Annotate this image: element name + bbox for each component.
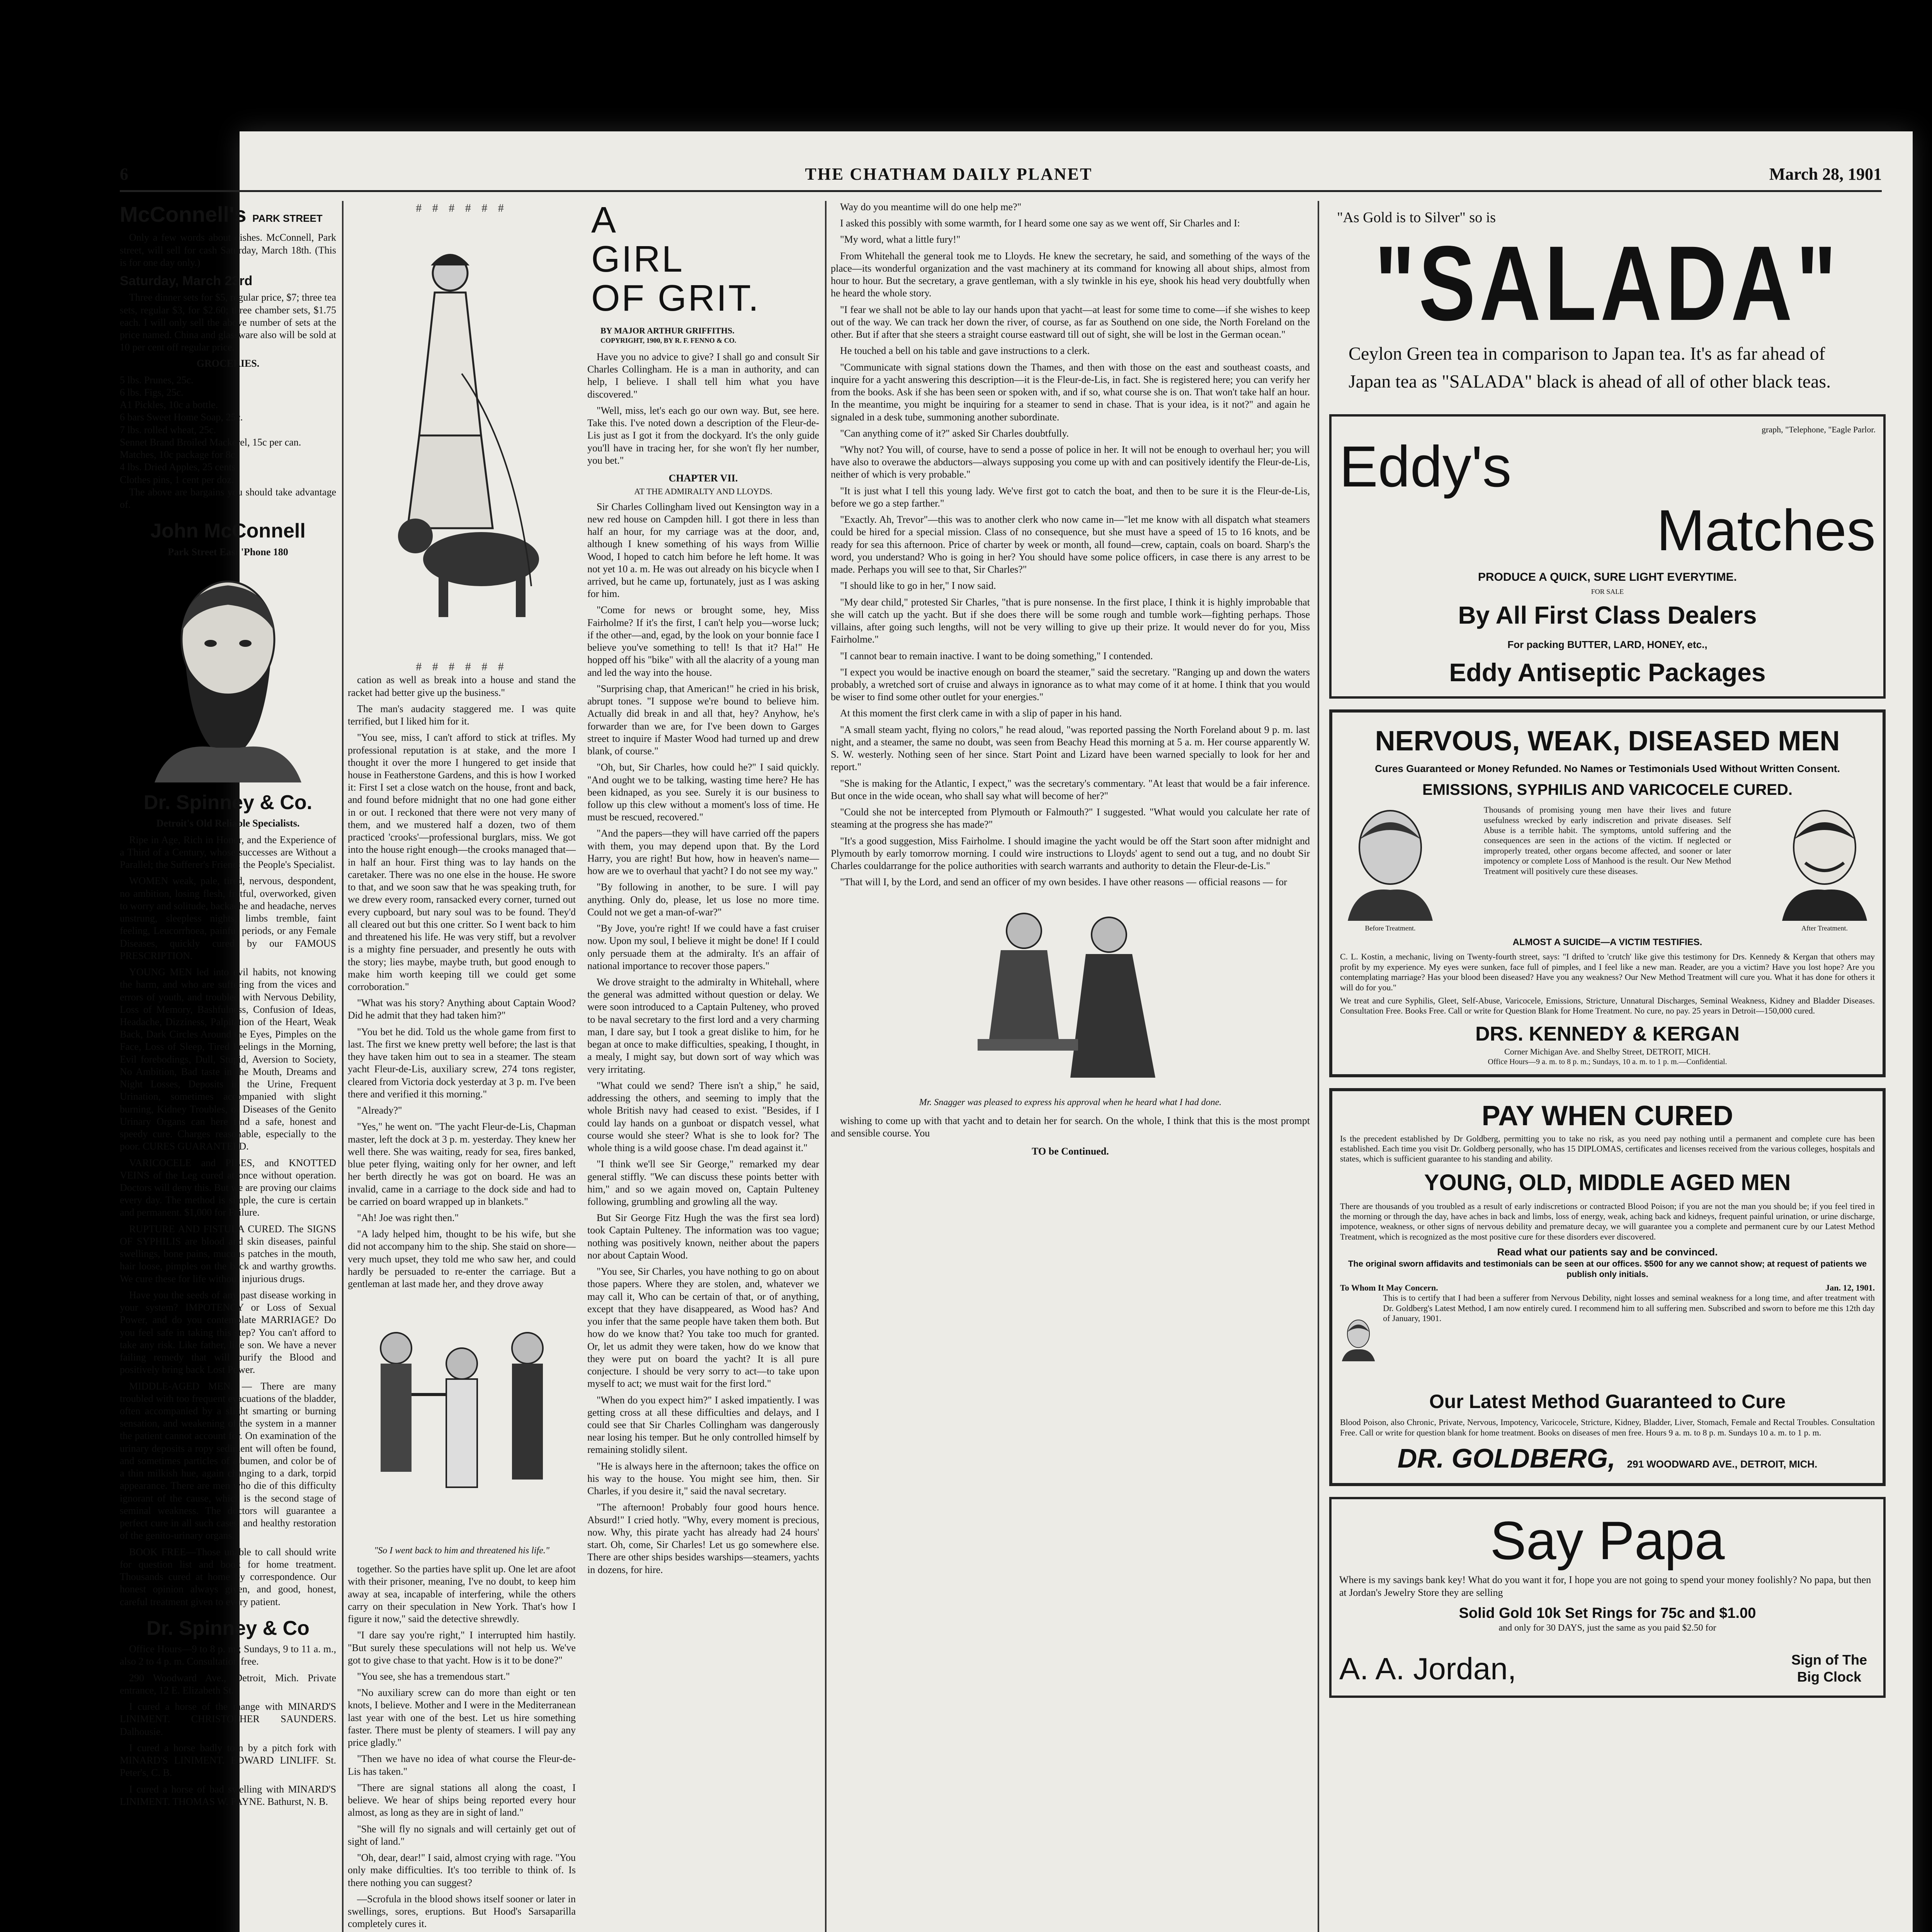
story-para: The man's audacity staggered me. I was quite terrified, but I liked him for it.: [348, 703, 576, 727]
story-para: "There are signal stations all along the coast, I believe. We hear of ships being reported every hour almost, as long as they are in sight of land.": [348, 1782, 576, 1818]
story-para: wishing to come up with that yacht and to detain her for search. On the whole, I think that this is the most prompt and sensible course. You: [831, 1115, 1310, 1139]
eddy-packing: For packing BUTTER, LARD, HONEY, etc.,: [1507, 639, 1708, 651]
eddy-dealers: By All First Class Dealers: [1458, 601, 1757, 629]
story-para: "My word, what a little fury!": [840, 234, 961, 245]
story-fragment: Way do you meantime will do one help me?": [840, 201, 1022, 213]
story-para: "What could we send? There isn't a ship," he said, addressing the others, and seeming to imply that the whole British navy had ceased to exist. "Besides, if I could lay hands on a gunboat or dispatch vessel, what course would she steer? What is she to look for? The whole thing is a wild goose chase. I'm dead against it.": [587, 1080, 819, 1154]
goldberg-ad: [1329, 1088, 1886, 1486]
suicide-heading: ALMOST A SUICIDE—A VICTIM TESTIFIES.: [1512, 937, 1702, 947]
story-para: "I think we'll see Sir George," remarked my dear general stiffly. "We can discuss these points better with him," and so we again moved on, Captain Pulteney following, grumbling and growling all the way.: [587, 1158, 819, 1207]
story-para: "I should like to go in her," I now said.: [840, 580, 996, 592]
affidavit-row: [1340, 1293, 1875, 1386]
hash-border: # # # # # #: [416, 660, 508, 673]
mcconnell-intro: Only a few words about dishes. McConnell, Park street, will sell for cash Saturday, March 18th. (This is for one day only.): [120, 232, 336, 268]
story-para: "Communicate with signal stations down the Thames, and then with those on the east and southeast coasts, and inquire for a yacht answering this description—it is the Fleur-de-Lis, in fact. She is registered here; you can verify her from the books. Ask if she has been seen or spoken with, and if so, what course she is on. That won't take half an hour. In the meantime, you might be inquiring for a steamer to send in chase. That is your idea, is it not?" and again he signaled in a desk tube, summoning another subordinate.: [831, 361, 1310, 423]
story-para: "A lady helped him, thought to be his wife, but she did not accompany him to the ship. She staid on shore—very much upset, they told me who saw her, and could hardly be persuaded to re-enter the carriage. But a gentleman at last made her, and they drove away: [348, 1228, 576, 1290]
pay-text2: There are thousands of you troubled as a result of early indiscretions or contracted Blood Poison; if you are not the man you should be; if you feel tired in the morning or through the day, have aches in back and limbs, loss of energy, weak, aching back and kidneys, frequent painful urination, or urine discharge, impotence, weakness, or other signs of nervous debility and premature decay, we will guarantee you a complete and permanent cure by our Latest Method Treatment, which is recognized as the most positive cure for these disorders ever discovered.: [1340, 1201, 1875, 1242]
kk-hours: Office Hours—9 a. m. to 8 p. m.; Sundays, 10 a. m. to 1 p. m.—Confidential.: [1488, 1057, 1727, 1066]
woman-with-dog-illustration: [354, 219, 570, 656]
office-hours: Office Hours—9 to 8 p. m.; Sundays, 9 to 11 a. m., also 2 to 4 p. m. Consultation free.: [120, 1643, 336, 1667]
hash-border: # # # # # #: [416, 202, 508, 214]
spinney-para: MIDDLE-AGED MEN. — There are many troubled with too frequent evacuations of the bladder, often accompanied by a slight smarting or burning sensation, and weakening of the system in a manner the patient cannot account for. On examination of the urinary deposits a ropy sediment will often be found, and sometimes particles of albumen, and color be of a thin milkish hue, again changing to a dark, torpid appearance. There are men who die of this difficulty ignorant of the cause, which is the second stage of seminal weakness. The doctors will guarantee a perfect cure in all such cases, and healthy restoration of the genito-urinary organs.: [120, 1380, 336, 1541]
story-copyright: COPYRIGHT, 1900, BY R. F. FENNO & CO.: [600, 336, 736, 344]
story-para: "Already?": [357, 1105, 402, 1116]
testimony: C. L. Kostin, a mechanic, living on Twenty-fourth street, says: "I drifted to 'crutch' like give this testimony for Drs. Kennedy & Kergan that others may profit by my experience. My eyes were sunken, face full of pimples, and I feel like a new man. Reader, are you a victim? Have you lost hope? Are you contemplating marriage? Has your blood been diseased? Have you any weakness? Our New Method Treatment will cure you. What it has done for others it will do for you.": [1340, 952, 1875, 992]
story-para: "My dear child," protested Sir Charles, "that is pure nonsense. In the first place, I think it is highly improbable that she will catch up the yacht. But if she does there will be some rough and tumble work—fighting perhaps. Those villains, after going such lengths, will not be very willing to give up their prize. It would never do for you, Miss Fairholme.": [831, 596, 1310, 645]
story-para: "By Jove, you're right! If we could have a fast cruiser now. Upon my soul, I believe it might be done! If I could only persuade them at the admiralty. It's an affair of national importance to recover those papers.": [587, 923, 819, 971]
story-para: "Surprising chap, that American!" he cried in his brisk, abrupt tones. "I suppose we're bound to believe him. Actually did break in and all that, hey? Anyhow, he's forwarder than we are, for I've been down to Garges street to inquire if Master Wood had turned up and drew blank, of course.": [587, 683, 819, 757]
say-papa: Say Papa: [1490, 1510, 1725, 1571]
salada-body: Ceylon Green tea in comparison to Japan tea. It's as far ahead of Japan tea as "SALADA" black is ahead of all of other black teas.: [1349, 343, 1831, 392]
story-para: "It is just what I tell this young lady. We've first got to catch the boat, and then to be sure it is the Fleur-de-Lis, before we go a step farther.": [831, 485, 1310, 509]
spinney-para: RUPTURE AND FISTULA CURED. The SIGNS OF SYPHILIS are blood and skin diseases, painful swellings, bone pains, mucous patches in the mouth, hair loose, pimples on the back and warthy growths. We cure these for life without injurious drugs.: [120, 1223, 336, 1284]
rings-offer: Solid Gold 10k Set Rings for 75c and $1.00: [1459, 1605, 1756, 1621]
column-ads: [1329, 201, 1886, 1932]
story-para: "Why not? You will, of course, have to send a posse of police in her. It will not be enough to overhaul her; you will have also to overawe the abductors—always supposing you come up with and can positively identify the Fleur-de-Lis, neither of which is very probable.": [831, 444, 1310, 480]
nervous-sub: Cures Guaranteed or Money Refunded. No Names or Testimonials Used Without Written Consent.: [1375, 763, 1840, 775]
salada-logo: "SALADA": [1374, 224, 1840, 343]
story-para: "Could she not be intercepted from Plymouth or Falmouth?" I suggested. "What would you calculate her rate of steaming at the progress she has made?": [831, 806, 1310, 830]
story-para: "You see, she has a tremendous start.": [357, 1671, 510, 1682]
jordan-ad: [1329, 1497, 1886, 1698]
john-mcconnell-name: John McConnell: [150, 520, 306, 543]
after-man-icon: [1774, 805, 1875, 921]
story-para: "He is always here in the afternoon; takes the office on his way to the house. You might see him, then. Sir Charles, if you desire it," said the naval secretary.: [587, 1460, 819, 1497]
column-rule: [1318, 201, 1319, 1932]
story-para: "When do you expect him?" I asked impatiently. I was getting cross at all these difficulties and delays, and I could see that Sir Charles Collingham was dangerously near losing his temper. But he only controlled himself by remaining stolidly silent.: [587, 1394, 819, 1456]
story-para: "Yes," he went on. "The yacht Fleur-de-Lis, Chapman master, left the dock at 3 p. m. yesterday. They knew her well there. She was waiting, ready for sea, fires banked, blue peter flying, waiting only for her owner, and left her berth directly he was got on board. He was an invalid, came in a carriage to the dock side and had to be carried on board wrapped up in blankets.": [348, 1121, 576, 1207]
jordan-sign: Sign of The Big Clock: [1791, 1651, 1867, 1685]
story-para: "I cannot bear to remain inactive. I want to be doing something," I contended.: [840, 650, 1153, 662]
story-subcolumn-left: [348, 201, 576, 1932]
groceries-list: 5 lbs. Prunes, 25c. 6 lbs. Figs, 25c. A1 Pickles, 10c a bottle. 6 bars Sweet Home Soap, 25c. 7 lbs. rolled wheat, 25c. Sennet Brand Broiled Mackerel, 15c per can. Matches, 10c package for 8c. 4 lbs. Dried Apples, 25 cents. Clothes pins, 1 cent per doz.: [120, 374, 301, 485]
story-para: "I fear we shall not be able to lay our hands upon that yacht—at least for some time to come—if she wishes to keep out of the way. We can track her down the river, of course, as far as Southend on one side, the North Foreland on the other. But if after that she steers a straight course eastward till out of sight, she will be lost in the German ocean.": [831, 304, 1310, 340]
nervous-title: NERVOUS, WEAK, DISEASED MEN: [1375, 726, 1840, 757]
spinney-para: VARICOCELE and PILES, and KNOTTED VEINS of the Leg cured at once without operation. Doctors will deny this. But we are proving our claims every day. The method is simple, the cure is certain and permanent. $1,000 for Failure.: [120, 1157, 336, 1218]
minard-testimonial: I cured a horse badly torn by a pitch fork with MINARD'S LINIMENT. EDWARD LINLIFF. St. Peter's, C. B.: [120, 1742, 336, 1779]
story-para: "You see, miss, I can't afford to stick at trifles. My professional reputation is at stake, and the more I thought it over the more I hungered to get inside that house in Featherstone Gardens, and this is how I worked it: First I set a close watch on the house, front and back, and found before midnight that no one had gone either in or out. I reckoned that there were not very many of them, and we mustered half a dozen, two of them practiced 'crooks'—professional burglars, miss. We got into the house right enough—the crooks managed that—in half an hour. First thing was to lay hands on the caretaker. There was no one else in the house. He swore to that, and we soon saw that he was speaking truth, for we drew every room, ransacked every corner, turned out every cupboard, but nary soul was to be found. They'd all cleared out but this one critter. So I went back to him and threatened his life. He was very stiff, but a revolver is a mighty fine persuader, and presently he outs with the story; lies maybe, maybe truth, but good enough to make him worth keeping till we could get some corroboration.": [348, 732, 576, 992]
story-para: "You bet he did. Told us the whole game from first to last. The first we knew pretty well before; the last is that they have taken him out to sea in a steamer. The steam yacht Fleur-de-Lis, auxiliary screw, 274 tons register, cleared from Victoria dock yesterday at 3 p. m. I've been there and verified it this morning.": [348, 1026, 576, 1100]
story-para: cation as well as break into a house and stand the racket had better give up the business.": [348, 674, 576, 698]
spinney-subtitle: Detroit's Old Reliable Specialists.: [156, 818, 300, 829]
eddy-name: Eddy's: [1339, 434, 1512, 499]
story-para: He touched a bell on his table and gave instructions to a clerk.: [840, 345, 1090, 357]
dinner-sets: Three dinner sets for $5, regular price, $7; three tea sets, regular $3, for $2.60; three chamber sets, $1.75 each. I will only sell the above number of sets at the price named. China and glassware also will be sold at 10 per cent off regular price.: [120, 292, 336, 353]
illustration-caption: "So I went back to him and threatened his life.": [374, 1546, 549, 1556]
young-old: YOUNG, OLD, MIDDLE AGED MEN: [1424, 1170, 1791, 1195]
page-number: 6: [120, 164, 128, 184]
sale-date: Saturday, March 23rd: [120, 274, 253, 289]
affidavit: This is to certify that I had been a sufferer from Nervous Debility, night losses and seminal weakness for a long time, and after treatment with Dr. Goldberg's Latest Method, I am now entirely cured. I recommend him to all suffering men. Subscribed and sworn to before me this 12th day of January, 1901.: [1383, 1293, 1875, 1323]
story-para: Have you no advice to give? I shall go and consult Sir Charles Collingham. He is a man in authority, and can help, I believe. I shall tell him what you have discovered.": [587, 351, 819, 400]
story-para: "Oh, dear, dear!" I said, almost crying with rage. "You only make difficulties. It's too terrible to think of. Is there nothing you can suggest?: [348, 1852, 576, 1888]
column-rule: [342, 201, 344, 1932]
spinney-address: 290 Woodward Ave., Detroit, Mich. Private entrance, 12 E. Elizabeth St.: [120, 1672, 336, 1696]
story-para: "You see, Sir Charles, you have nothing to go on about those papers. Where they are stolen, and, whatever we may call it, Who can be certain of that, or of anything, except that they have disappeared, as Wood has? And you infer that the same people have taken them both. But how do we know that? You take too much for granted. Or, let us admit they were taken, how do we know that they were put on board the yacht? It is all pure conjecture. I should be very sorry to act—to take upon myself to act; we must wait for the first lord.": [587, 1266, 819, 1389]
spinney-para: YOUNG MEN led into evil habits, not knowing the harm, and who are suffering from the vices and errors of youth, and troubled with Nervous Debility, Loss of Memory, Bashfulness, Confusion of Ideas, Headache, Dizziness, Palpitation of the Heart, Weak Back, Dark Circles Around the Eyes, Pimples on the Face, Loss of Sleep, Tired Feelings in the Morning, Evil forebodings, Dull, Stupid, Aversion to Society, No Ambition, Bad taste in the Mouth, Dreams and Night Losses, Deposits in the Urine, Frequent Urination, sometimes accompanied with slight burning, Kidney Troubles, or Diseases of the Genito Urinary Organs can here find a safe, honest and speedy cure. Charges reasonable, especially to the poor. CURES GUARANTEED.: [120, 966, 336, 1152]
doctor-portrait-icon: [1340, 1293, 1377, 1386]
chapter-subheading: AT THE ADMIRALTY AND LLOYDS.: [634, 486, 772, 497]
spinney-para: Have you the seeds of any past disease working in your system? IMPOTENCY or Loss of Sexual Power, and do you contemplate MARRIAGE? Do you feel safe in taking this step? You can't afford to take any risk. Like father, like son. We have a never failing remedy that will purify the Blood and positively bring back Lost Power.: [120, 1289, 336, 1376]
story-para: Sir Charles Collingham lived out Kensington way in a new red house on Campden hill. I got there in less than half an hour, for my carriage was at the door, and, although I knew something of his ways from Willie Wood, I hoped to catch him before he left home. It was not yet 10 a. m. He was out already on his bicycle when I arrived, but he came up, fortunately, just as I was asking for him.: [587, 501, 819, 600]
story-para: But Sir George Fitz Hugh the was the first sea lord) took Captain Pulteney. The information was too vague; nothing was positively known, neither about the papers nor about Captain Wood.: [587, 1212, 819, 1261]
jordan-row: [1339, 1650, 1876, 1688]
eddy-tagline: PRODUCE A QUICK, SURE LIGHT EVERYTIME.: [1478, 571, 1737, 584]
story-para: "That will I, by the Lord, and send an officer of my own besides. I have other reasons — official reasons — for: [840, 876, 1287, 888]
eddy-antiseptic: Eddy Antiseptic Packages: [1449, 658, 1766, 687]
story-subcolumn-right: [587, 201, 819, 1932]
threatening-men-illustration: [354, 1294, 570, 1541]
spinney-headline: Dr. Spinney & Co.: [143, 791, 313, 814]
spinney-para: WOMEN weak, pale, tired, nervous, despondent, no ambition, losing flesh, fretful, overworked, given to worry and solitude, backache and headache, nerves unstrung, sleepless nights, limbs tremble, faint feeling, Leucorrhoea, painful periods, or any Female Diseases, quickly cured by our FAMOUS PRESCRIPTION.: [120, 875, 336, 961]
newspaper-title: THE CHATHAM DAILY PLANET: [805, 164, 1093, 184]
story-byline: BY MAJOR ARTHUR GRIFFITHS.: [600, 326, 735, 336]
story-para: We drove straight to the admiralty in Whitehall, where the general was admitted without question or delay. We were soon introduced to a Captain Pulteney, who proved to be naval secretary to the first lord and a very charming man, I dare say, but I took a great dislike to him, for he began at once to make difficulties, speaking, I thought, in a mealy, I might say, but down sort of way which was very irritating.: [587, 976, 819, 1075]
page-header: [120, 162, 1882, 192]
story-para: "Exactly. Ah, Trevor"—this was to another clerk who now came in—"let me know with all dispatch what steamers could be hired for a special mission. Class of no consequence, but she must have a speed of 15 to 16 knots, and be ready for sea this afternoon. Price of charter by week or month, all found—crew, captain, coals on board. Sharp's the word, you understand? Who is going in her? You should have some police officers, in case there is any arrest to be made. Perhaps you will see to that, Sir Charles?": [831, 514, 1310, 575]
before-portrait: Before Treatment.: [1340, 805, 1440, 933]
groceries-heading: GROCERIES.: [196, 358, 260, 369]
goldberg-sign: DR. GOLDBERG, 291 WOODWARD AVE., DETROIT, MICH.: [1397, 1443, 1818, 1474]
seated-figures-illustration: [954, 892, 1186, 1093]
story-para: "A small steam yacht, flying no colors," he read aloud, "was reported passing the North Foreland about 9 p. m. last night, and a steamer, the same no doubt, was seen from Beachy Head this morning at 5 a. m. Her course apparently W. S. W. westerly. Nothing seen of her since. Start Point and Lizard have been warned specially to look for her and report.": [831, 724, 1310, 773]
pay-offer: The original sworn affidavits and testimonials can be seen at our offices. $500 for any we cannot show; at request of patients we publish only initials.: [1348, 1259, 1867, 1279]
kk-extra: We treat and cure Syphilis, Gleet, Self-Abuse, Varicocele, Emissions, Stricture, Unnatural Discharges, Seminal Weakness, Kidney and Bladder Diseases. Consultation Free. Books Free. Call or write for Question Blank for Home Treatment. No cure, no pay. 25 years in Detroit—150,000 cured.: [1340, 996, 1875, 1016]
story-para: "It's a good suggestion, Miss Fairholme. I should imagine the yacht would be off the Start soon after midnight and Plymouth by early tomorrow morning. I could wire instructions to Lloyds' agent to send out a tug, and no doubt Sir Charles couldarrange for the police authorities with search warrants and authority to detain the Fleur-de-Lis.": [831, 835, 1310, 872]
minard-testimonial: I cured a horse of bad swelling with MINARD'S LINIMENT. THOMAS W. PAYNE. Bathurst, N. B.: [120, 1783, 336, 1807]
latest-method: Our Latest Method Guaranteed to Cure: [1429, 1391, 1786, 1413]
story-para: together. So the parties have split up. One let are afoot with their prisoner, meaning, I've no doubt, to keep him away at sea, incapable of interfering, while the others carry on their speculation in New York. That's how I figure it now," said the detective shrewdly.: [348, 1563, 576, 1625]
story-para: "And the papers—they will have carried off the papers with them, you may depend upon that. By the Lord Harry, you are right! But how, how in heaven's name—how are we to overhaul that yacht? I do not see my way.": [587, 828, 819, 877]
latest-text: Blood Poison, also Chronic, Private, Nervous, Impotency, Varicocele, Stricture, Kidney, Bladder, Liver, Stomach, Female and Rectal Troubles. Consultation Free. Call or write for question blank for home treatment. Books on diseases of men free. Hours 9 a. m. to 8 p. m. Sundays 10 a. m. to 1 p. m.: [1340, 1417, 1875, 1437]
eddy-ad: [1329, 414, 1886, 699]
after-portrait: After Treatment.: [1774, 805, 1875, 933]
kk-name: DRS. KENNEDY & KERGAN: [1475, 1022, 1740, 1045]
story-para: I asked this possibly with some warmth, for I heard some one say as we went off, Sir Charles and I:: [840, 218, 1240, 229]
column-story-1: [348, 201, 819, 1932]
scrofula-notice: —Scrofula in the blood shows itself sooner or later in swellings, sores, eruptions. But Hood's Sarsaparilla completely cures it.: [348, 1893, 576, 1930]
say-papa-text: Where is my savings bank key! What do you want it for, I hope you are not going to spend your money foolishly? No papa, but then at Jordan's Jewelry Store they are selling: [1339, 1574, 1871, 1598]
story-para: "Then we have no idea of what course the Fleur-de-Lis has taken.": [348, 1753, 576, 1777]
pay-title: PAY WHEN CURED: [1481, 1100, 1733, 1132]
story-para: "By following in another, to be sure. I will pay anything. Only do, please, let us lose no more time. Could not we get a man-of-war?": [587, 881, 819, 918]
column-mcconnell-spinney: [120, 201, 336, 1932]
rings-sub: and only for 30 DAYS, just the same as you paid $2.50 for: [1498, 1623, 1716, 1633]
story-para: From Whitehall the general took me to Lloyds. He knew the secretary, he said, and something of the ways of the place—its wonderful organization and the vast machinery at its command for knowing all about ships, almost from hour to hour. But the secretary, a grave gentleman, with a sly twinkle in his eye, shook his head very doubtfully when he heard the whole story.: [831, 250, 1310, 299]
story-para: "What was his story? Anything about Captain Wood? Did he admit that they had taken him?": [348, 997, 576, 1021]
story-para: At this moment the first clerk came in with a slip of paper in his hand.: [840, 707, 1122, 719]
jordan-name: A. A. Jordan,: [1339, 1651, 1517, 1686]
story-para: "Come for news or brought some, hey, Miss Fairholme? If it's the first, I can't help you—worse luck; if the other—and, egad, by the look on your bonnie face I believe you've something to tell! Is that it? Ha!" He hopped off his "bike" with all the alacrity of a young man and led the way into the house.: [587, 604, 819, 678]
story-para: "The afternoon! Probably four good hours hence. Absurd!" I cried hotly. "Why, every moment is precious, now. Why, this pirate yacht has already had 24 hours' start. Oh, come, Sir Charles! Let us go somewhere else. There are other ships besides warships—steamers, yachts in dozens, for hire.: [587, 1502, 819, 1575]
story-title: A GIRL OF GRIT.: [591, 201, 760, 319]
story-para: "Can anything come of it?" asked Sir Charles doubtfully.: [840, 427, 1069, 439]
spinney-para: Ripe in Age, Rich in Honor, and the Experience of a Third of a Century, whose successes are Without a Parallel; the Sufferer's Friend; the People's Specialist.: [120, 834, 336, 871]
to-be-continued: TO be Continued.: [1032, 1145, 1109, 1157]
column-story-2: [831, 201, 1310, 1932]
pay-concern-row: To Whom It May Concern. Jan. 12, 1901.: [1340, 1283, 1875, 1293]
eddy-matches: Matches: [1656, 498, 1876, 563]
pay-read: Read what our patients say and be convinced.: [1497, 1246, 1718, 1258]
kk-address: Corner Michigan Ave. and Shelby Street, DETROIT, MICH.: [1504, 1047, 1711, 1057]
spinney-footer-name: Dr. Spinney & Co: [146, 1617, 310, 1639]
story-para: "She will fly no signals and will certainly get out of sight of land.": [348, 1823, 576, 1847]
story-para: "Ah! Joe was right then.": [357, 1212, 459, 1223]
story-para: "No auxiliary screw can do more than eight or ten knots, I believe. Mother and I were in the Mediterranean last year with one of the best. Let us hire something faster. There must be plenty of steamers. I will pay any price gladly.": [348, 1687, 576, 1748]
before-after: [1340, 805, 1875, 933]
bearded-man-portrait: [139, 566, 317, 782]
story-para: "I expect you would be inactive enough on board the steamer," said the secretary. "Ranging up and down the waters probably, a wretched sort of cruise and always in ignorance as to what may come of it at home. I think that you would be wiser to find some other outlet for your energies.": [831, 666, 1310, 703]
nervous-head: EMISSIONS, SYPHILIS AND VARICOCELE CURED.: [1422, 781, 1793, 798]
story-para: "I dare say you're right," I interrupted him hastily. "But surely these speculations will not help us. We've got to give chase to that yacht. How is it to be done?": [348, 1629, 576, 1666]
eddy-small: graph, "Telephone, "Eagle Parlor.: [1762, 424, 1876, 434]
minard-testimonial: I cured a horse of the mange with MINARD'S LINIMENT. CHRISTOPHER SAUNDERS. Dalhousie.: [120, 1701, 336, 1737]
eddy-for-sale: FOR SALE: [1591, 588, 1624, 596]
mcconnell-headline: McConnell's PARK STREET: [120, 202, 323, 226]
chapter-heading: CHAPTER VII.: [668, 473, 738, 484]
nervous-text: Thousands of promising young men have their lives and future usefulness wrecked by early indiscretion and private diseases. Self Abuse is a terrible habit. The symptoms, untold suffering and the consequences are seen in the actions of the victim. If neglected or improperly treated, other organs become affected, and sooner or later impotency or complete Loss of Manhood is the result. Our New Method Treatment will positively cure these diseases.: [1484, 805, 1731, 876]
salada-ad: [1329, 201, 1886, 403]
story-para: "Well, miss, let's each go our own way. But, see here. Take this. I've noted down a description of the Fleur-de-Lis just as I got it from the dockyard. It's the only guide you'll have in tracing her, for she won't fly her number, you bet.": [587, 405, 819, 466]
pay-text: Is the precedent established by Dr Goldberg, permitting you to take no risk, as you need pay nothing until a permanent and complete cure has been established. Each time you visit Dr. Goldberg personally, who has 15 DIPLOMAS, certificates and licenses received from the various colleges, hospitals and states, which is sufficient guarantee to his standing and ability.: [1340, 1133, 1875, 1164]
john-mcconnell-address: Park Street East 'Phone 180: [168, 546, 288, 558]
story-para: "Oh, but, Sir Charles, how could he?" I said quickly. "And ought we to be talking, wasting time here? He has been kidnaped, as you see. Surely it is our business to follow up this clew without a moment's loss of time. He must be rescued, recovered.": [587, 762, 819, 823]
issue-date: March 28, 1901: [1769, 164, 1882, 184]
column-rule: [825, 201, 827, 1932]
spinney-para: BOOK FREE—Those unable to call should write for question list and book for home treatment. Thousands cured at home by correspondence. Our honest opinion always given, and good, honest, careful treatment given to every patient.: [120, 1546, 336, 1607]
salada-tagline: "As Gold is to Silver" so is: [1337, 209, 1496, 226]
groceries-close: The above are bargains you should take advantage of.: [120, 486, 336, 510]
illustration-caption: Mr. Snagger was pleased to express his approval when he heard what I had done.: [919, 1097, 1222, 1108]
before-man-icon: [1340, 805, 1440, 921]
kennedy-kergan-ad: [1329, 709, 1886, 1077]
story-para: "She is making for the Atlantic, I expect," was the secretary's commentary. "At least that would be a fair inference. But once in the wide ocean, who shall say what will become of her?": [831, 777, 1310, 801]
